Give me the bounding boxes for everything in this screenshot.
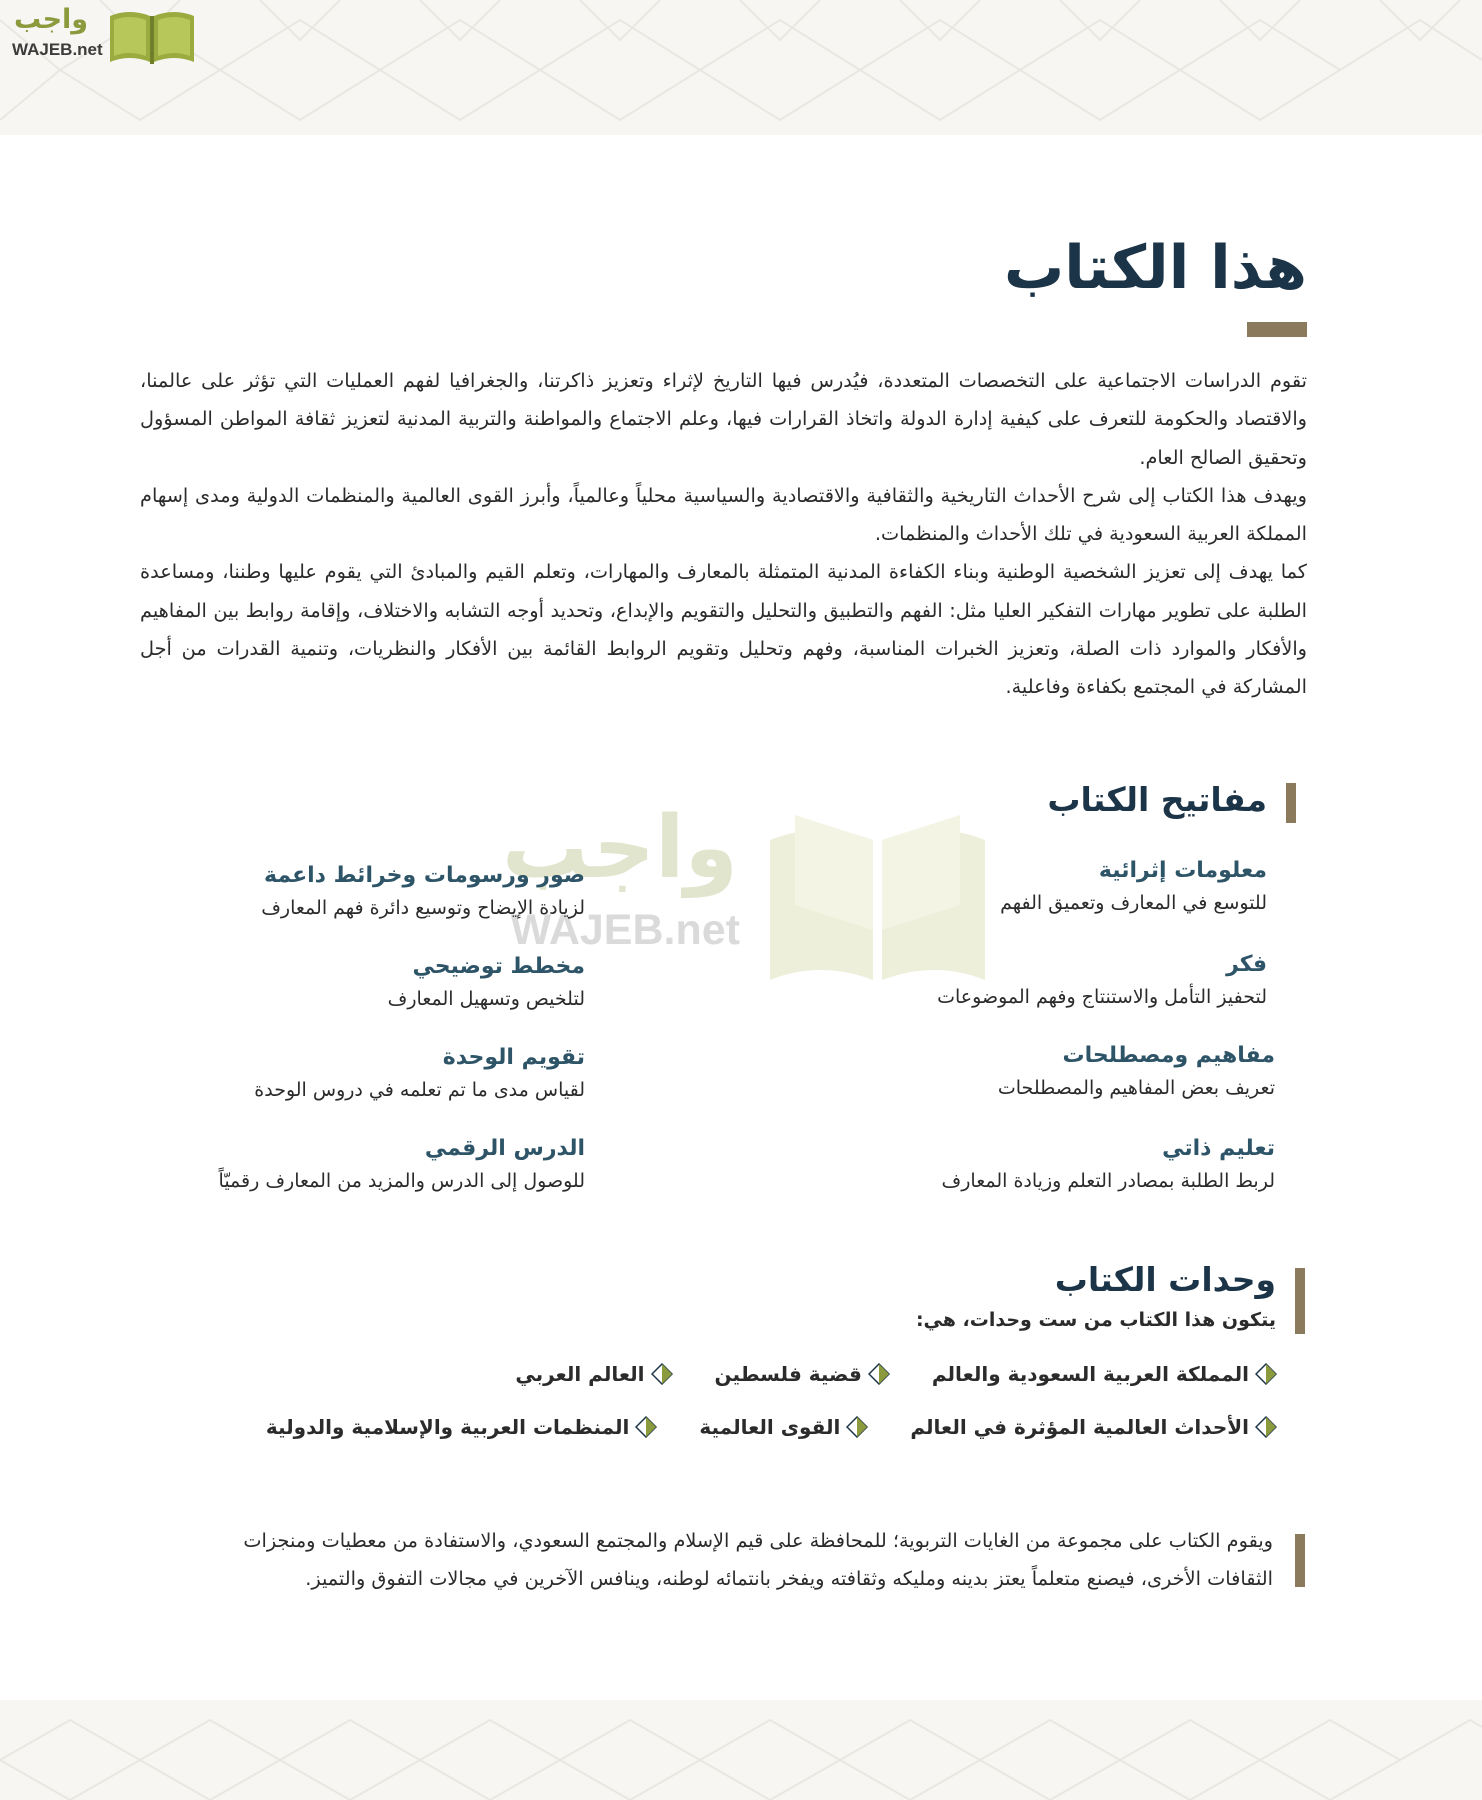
unit-label: المنظمات العربية والإسلامية والدولية: [265, 1415, 630, 1439]
diamond-bullet-icon: [651, 1363, 673, 1385]
title-underline-bar: [1247, 322, 1307, 337]
key-desc: للتوسع في المعارف وتعميق الفهم: [1000, 892, 1267, 914]
keys-heading: مفاتيح الكتاب: [1047, 780, 1267, 819]
unit-label: العالم العربي: [515, 1362, 645, 1386]
key-item: [65, 951, 585, 1015]
top-pattern-band: [0, 0, 1482, 135]
book-icon: [106, 6, 198, 66]
key-title: الدرس الرقمي: [424, 1136, 585, 1161]
unit-item: [715, 1362, 890, 1386]
logo-latin-text: WAJEB.net: [12, 40, 103, 59]
watermark-latin: WAJEB.net: [510, 906, 740, 954]
closing-text: [170, 1522, 1273, 1598]
unit-item: [910, 1415, 1277, 1439]
key-desc: لقياس مدى ما تم تعلمه في دروس الوحدة: [254, 1079, 585, 1101]
key-desc: للوصول إلى الدرس والمزيد من المعارف رقميّاً: [218, 1170, 585, 1192]
key-item: [755, 1133, 1275, 1197]
key-item: [747, 949, 1267, 1013]
diamond-bullet-icon: [1255, 1363, 1277, 1385]
key-item: [65, 1133, 585, 1197]
key-desc: لتلخيص وتسهيل المعارف: [387, 988, 585, 1010]
key-item: [65, 860, 585, 924]
unit-label: الأحداث العالمية المؤثرة في العالم: [910, 1415, 1249, 1439]
intro-paragraph: ويهدف هذا الكتاب إلى شرح الأحداث التاريخية والثقافية والاقتصادية والسياسية محلياً وعالمياً، وأبرز القوى العالمية والمنظمات الدولية ومدى إسهام المملكة العربية السعودية في تلك الأحداث والمنظمات.: [140, 483, 1307, 546]
unit-item: [932, 1362, 1277, 1386]
key-item: [755, 1040, 1275, 1104]
unit-item: [515, 1362, 672, 1386]
diamond-bullet-icon: [1255, 1416, 1277, 1438]
units-row: [266, 1415, 1277, 1439]
key-item: [747, 855, 1267, 919]
key-desc: لربط الطلبة بمصادر التعلم وزيادة المعارف: [941, 1170, 1275, 1192]
units-heading: وحدات الكتاب: [1054, 1260, 1276, 1299]
bottom-geometric-pattern: [0, 1700, 1482, 1800]
units-row: [515, 1362, 1277, 1386]
key-desc: تعريف بعض المفاهيم والمصطلحات: [997, 1077, 1275, 1099]
top-geometric-pattern: [0, 0, 1482, 135]
intro-text: [140, 362, 1307, 707]
diamond-bullet-icon: [868, 1363, 890, 1385]
wajeb-logo[interactable]: [10, 4, 190, 66]
key-title: مفاهيم ومصطلحات: [1062, 1043, 1275, 1068]
closing-line: ويقوم الكتاب على مجموعة من الغايات التربوية؛ للمحافظة على قيم الإسلام والمجتمع السعودي، والاستفادة من معطيات ومنجزات: [243, 1529, 1273, 1552]
diamond-bullet-icon: [846, 1416, 868, 1438]
key-title: تقويم الوحدة: [442, 1045, 585, 1070]
intro-paragraph: كما يهدف إلى تعزيز الشخصية الوطنية وبناء الكفاءة المدنية المتمثلة بالمعارف والمهارات، وتعلم القيم والمبادئ التي يقوم عليها وطننا، ومساعدة الطلبة على تطوير مهارات التفكير العليا مثل: الفهم والتطبيق والتحليل والتقويم والإبداع، وتحديد أوجه التشابه والاختلاف، وإقامة روابط بين المفاهيم والأفكار والموارد ذات الصلة، وتعزيز الخبرات المناسبة، وفهم وتحليل وتقويم الروابط القائمة بين الأفكار والنظريات، وتنمية القدرات من أجل المشاركة في المجتمع بكفاءة وفاعلية.: [140, 560, 1307, 699]
page-title: هذا الكتاب: [1003, 233, 1307, 303]
intro-paragraph: تقوم الدراسات الاجتماعية على التخصصات المتعددة، فيُدرس فيها التاريخ لإثراء وتعزيز ذاكرتنا، والجغرافيا لفهم العمليات التي تؤثر على عالمنا، والاقتصاد والحكومة للتعرف على كيفية إدارة الدولة واتخاذ القرارات فيها، وعلم الاجتماع والمواطنة والتربية المدنية لتعزيز ثقافة المواطن المسؤول وتحقيق الصالح العام.: [140, 369, 1307, 469]
key-title: مخطط توضيحي: [412, 954, 585, 979]
closing-accent-bar: [1295, 1534, 1305, 1587]
key-title: صور ورسومات وخرائط داعمة: [264, 863, 585, 888]
unit-item: [699, 1415, 868, 1439]
unit-item: [266, 1415, 658, 1439]
unit-label: قضية فلسطين: [714, 1362, 862, 1386]
key-desc: لزيادة الإيضاح وتوسيع دائرة فهم المعارف: [261, 897, 585, 919]
diamond-bullet-icon: [635, 1416, 657, 1438]
key-desc: لتحفيز التأمل والاستنتاج وفهم الموضوعات: [937, 986, 1267, 1008]
watermark-arabic: واجب: [502, 798, 738, 898]
key-title: فكر: [1226, 952, 1267, 977]
unit-label: القوى العالمية: [699, 1415, 841, 1439]
logo-arabic-text: واجب: [14, 4, 89, 35]
closing-line: الثقافات الأخرى، فيصنع متعلماً يعتز بدينه ومليكه وثقافته ويفخر بانتمائه لوطنه، وينافس الآخرين في مجالات التفوق والتميز.: [305, 1567, 1273, 1590]
units-accent-bar: [1295, 1268, 1305, 1334]
unit-label: المملكة العربية السعودية والعالم: [931, 1362, 1249, 1386]
units-subtitle: يتكون هذا الكتاب من ست وحدات، هي:: [915, 1309, 1276, 1331]
key-item: [65, 1042, 585, 1106]
bottom-pattern-band: [0, 1700, 1482, 1800]
key-title: تعليم ذاتي: [1162, 1136, 1275, 1161]
key-title: معلومات إثرائية: [1098, 858, 1267, 883]
keys-accent-bar: [1286, 783, 1296, 823]
